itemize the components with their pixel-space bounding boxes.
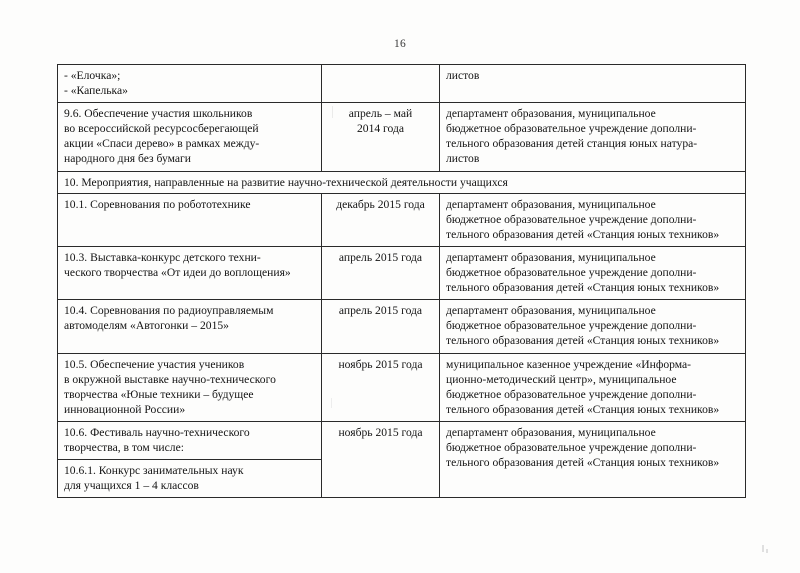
cell-responsible bbox=[440, 246, 746, 299]
cell-activity bbox=[58, 193, 322, 246]
cell-line: в окружной выставке научно-технического bbox=[64, 372, 276, 386]
cell-line: инновационной России» bbox=[64, 402, 186, 416]
cell-line: автомоделям «Автогонки – 2015» bbox=[64, 319, 229, 333]
cell-line: тельного образования детей «Станция юных техников» bbox=[446, 456, 720, 470]
cell-line: 10.5. Обеспечение участия учеников bbox=[64, 357, 245, 371]
cell-line: департамент образования, муниципальное bbox=[446, 107, 656, 121]
cell-line: тельного образования детей станция юных натура- bbox=[446, 137, 698, 151]
cell-line: бюджетное образовательное учреждение дополни- bbox=[446, 212, 697, 226]
cell-line: творчества «Юные техники – будущее bbox=[64, 387, 254, 401]
cell-line: ноябрь 2015 года bbox=[338, 357, 423, 371]
cell-activity bbox=[58, 103, 322, 171]
cell-line: апрель – май bbox=[348, 107, 413, 121]
table-section-row bbox=[58, 171, 746, 193]
cell-responsible bbox=[440, 65, 746, 103]
cell-line: для учащихся 1 – 4 классов bbox=[64, 479, 199, 493]
cell-activity bbox=[58, 300, 322, 353]
cell-activity bbox=[58, 65, 322, 103]
scan-artifact bbox=[762, 545, 764, 552]
cell-date bbox=[322, 300, 440, 353]
cell-line: апрель 2015 года bbox=[338, 304, 423, 318]
cell-line: 10.6.1. Конкурс занимательных наук bbox=[64, 464, 244, 478]
cell-line: бюджетное образовательное учреждение дополни- bbox=[446, 319, 697, 333]
cell-line: ционно-методический центр», муниципальное bbox=[446, 372, 677, 386]
cell-line: ноябрь 2015 года bbox=[338, 425, 423, 439]
cell-line: 2014 года bbox=[356, 122, 405, 136]
table-row bbox=[58, 246, 746, 299]
cell-line: 10.3. Выставка-конкурс детского техни- bbox=[64, 250, 261, 264]
cell-date bbox=[322, 353, 440, 421]
cell-activity bbox=[58, 246, 322, 299]
cell-responsible bbox=[440, 421, 746, 497]
cell-line: - «Елочка»; bbox=[64, 69, 121, 82]
table-body bbox=[58, 65, 746, 498]
cell-line: 10.4. Соревнования по радиоуправляемым bbox=[64, 304, 274, 318]
cell-line: бюджетное образовательное учреждение дополни- bbox=[446, 266, 697, 280]
cell-date bbox=[322, 421, 440, 497]
cell-responsible bbox=[440, 103, 746, 171]
cell-line: творчества, в том числе: bbox=[64, 440, 184, 454]
section-title: 10. Мероприятия, направленные на развитие научно-технической деятельности учащихся bbox=[58, 171, 746, 193]
cell-line: тельного образования детей «Станция юных техников» bbox=[446, 334, 720, 348]
cell-line: - «Капелька» bbox=[64, 84, 128, 98]
table-row bbox=[58, 193, 746, 246]
scan-artifact bbox=[332, 106, 333, 118]
cell-activity bbox=[58, 421, 322, 459]
table-row bbox=[58, 300, 746, 353]
cell-line: тельного образования детей «Станция юных техников» bbox=[446, 402, 720, 416]
table-row bbox=[58, 421, 746, 459]
cell-line: департамент образования, муниципальное bbox=[446, 425, 656, 439]
cell-line: муниципальное казенное учреждение «Информа- bbox=[446, 357, 692, 371]
activities-table bbox=[57, 64, 746, 498]
cell-line: листов bbox=[446, 152, 480, 166]
cell-line: бюджетное образовательное учреждение дополни- bbox=[446, 387, 697, 401]
cell-line: листов bbox=[446, 69, 480, 82]
table-row bbox=[58, 65, 746, 103]
cell-line: тельного образования детей «Станция юных техников» bbox=[446, 281, 720, 295]
scan-artifact bbox=[766, 549, 768, 553]
cell-line: департамент образования, муниципальное bbox=[446, 304, 656, 318]
cell-date bbox=[322, 103, 440, 171]
cell-activity bbox=[58, 353, 322, 421]
cell-date bbox=[322, 65, 440, 103]
cell-responsible bbox=[440, 300, 746, 353]
table-row bbox=[58, 103, 746, 171]
cell-line: 10.6. Фестиваль научно-технического bbox=[64, 425, 250, 439]
table-row bbox=[58, 353, 746, 421]
cell-line: апрель 2015 года bbox=[338, 250, 423, 264]
cell-line: народного дня без бумаги bbox=[64, 152, 191, 166]
cell-line: декабрь 2015 года bbox=[336, 197, 425, 211]
cell-line: ческого творчества «От идеи до воплощения» bbox=[64, 266, 291, 280]
cell-date bbox=[322, 193, 440, 246]
cell-line: во всероссийской ресурсосберегающей bbox=[64, 122, 259, 136]
scan-artifact bbox=[331, 398, 332, 408]
cell-line: бюджетное образовательное учреждение дополни- bbox=[446, 440, 697, 454]
cell-line: тельного образования детей «Станция юных техников» bbox=[446, 227, 720, 241]
cell-responsible bbox=[440, 353, 746, 421]
cell-activity bbox=[58, 460, 322, 498]
cell-line: департамент образования, муниципальное bbox=[446, 250, 656, 264]
cell-date bbox=[322, 246, 440, 299]
cell-line: департамент образования, муниципальное bbox=[446, 197, 656, 211]
cell-line: акции «Спаси дерево» в рамках между- bbox=[64, 137, 260, 151]
page-number: 16 bbox=[393, 38, 407, 50]
cell-line: бюджетное образовательное учреждение дополни- bbox=[446, 122, 697, 136]
cell-line: 9.6. Обеспечение участия школьников bbox=[64, 107, 253, 121]
cell-responsible bbox=[440, 193, 746, 246]
cell-line: 10.1. Соревнования по робототехнике bbox=[64, 197, 251, 211]
